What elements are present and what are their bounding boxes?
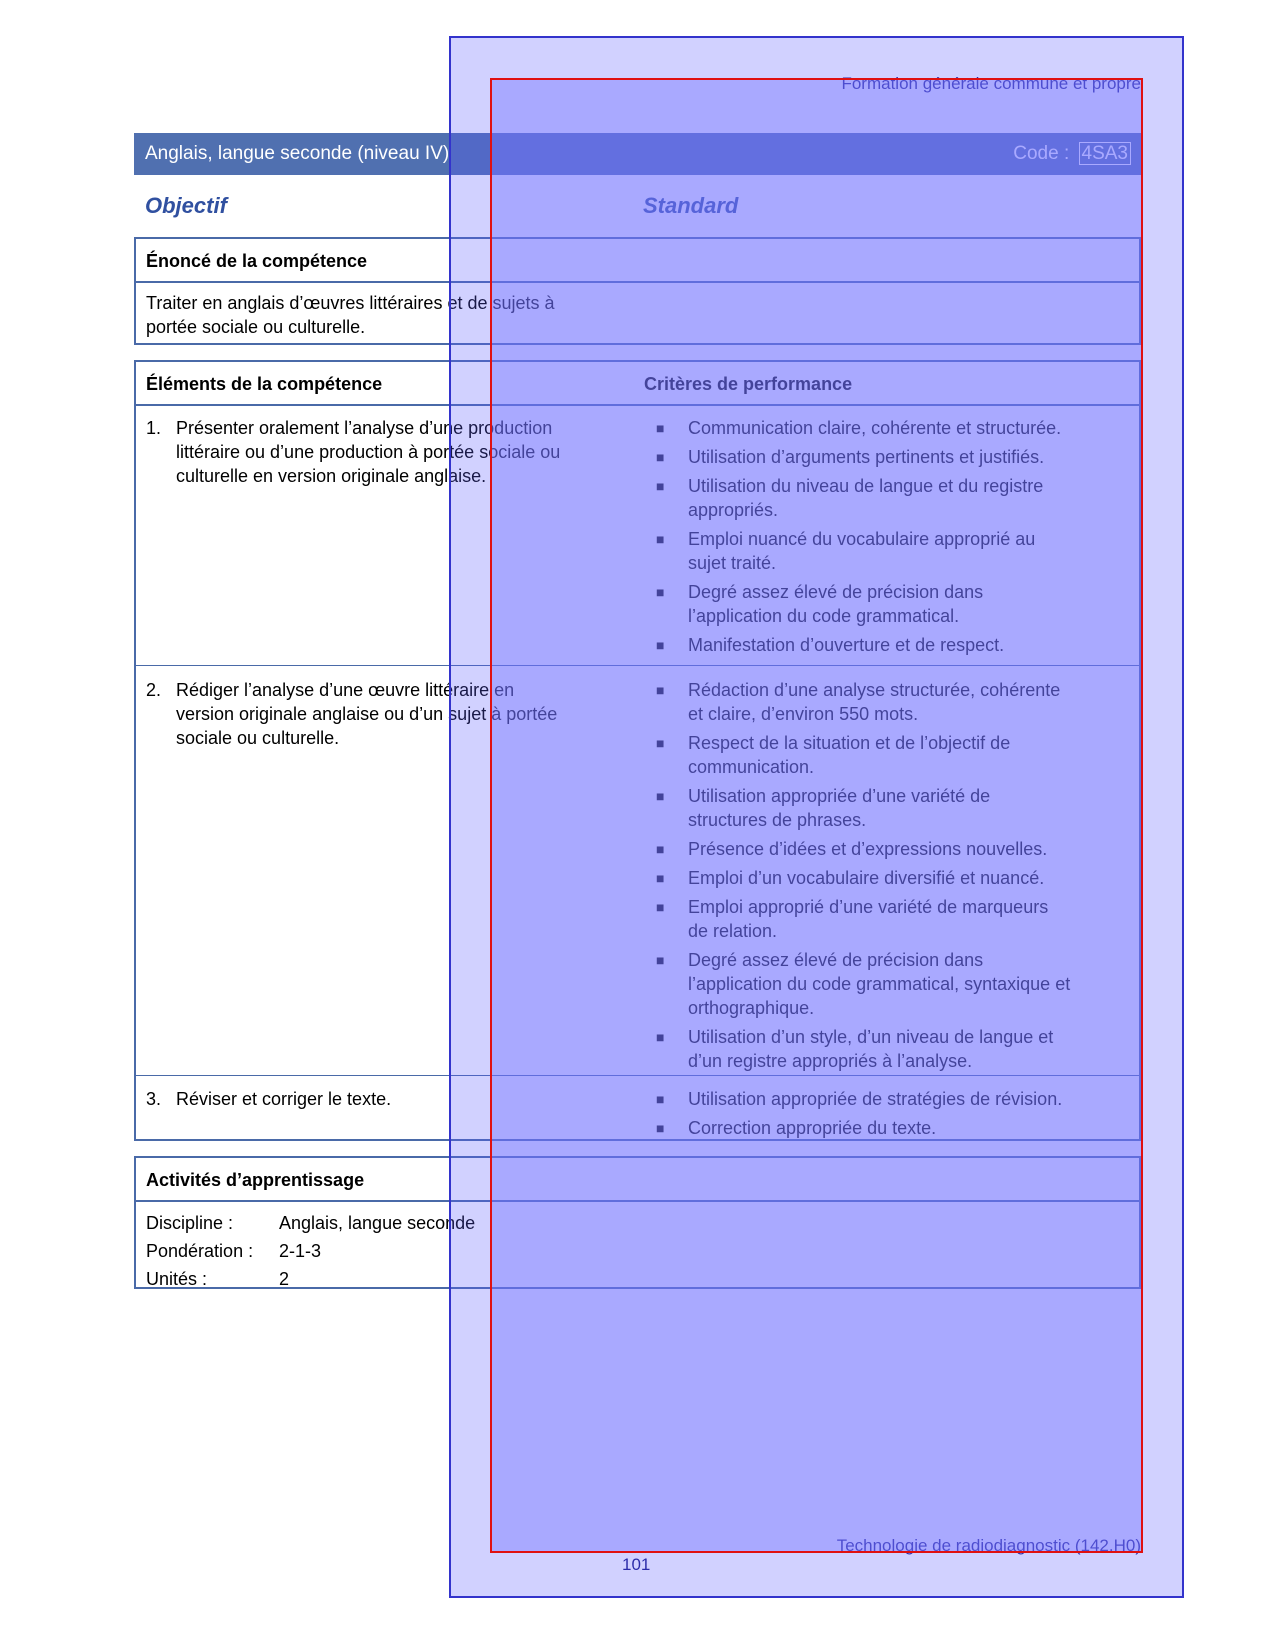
- bullet-icon: ■: [656, 420, 665, 436]
- element-number: 2.: [146, 680, 162, 700]
- bullet-icon: ■: [656, 1029, 665, 1045]
- criterion: ■ Emploi d’un vocabulaire diversifié et nuancé.: [656, 868, 1045, 888]
- element-line: Réviser et corriger le texte.: [176, 1089, 392, 1109]
- discipline-label: Discipline :: [146, 1213, 234, 1233]
- bullet-icon: ■: [656, 531, 665, 547]
- element-line: sociale ou culturelle.: [176, 728, 340, 748]
- criterion: ■ Utilisation appropriée de stratégies de révision.: [656, 1089, 1063, 1109]
- enonce-line: Traiter en anglais d’œuvres littéraires et de sujets à: [146, 293, 555, 313]
- bullet-icon: ■: [656, 637, 665, 653]
- criterion: ■ Respect de la situation et de l’objectif de communication.: [656, 733, 1011, 777]
- ponderation-value: 2-1-3: [279, 1241, 322, 1261]
- unites-label: Unités :: [146, 1269, 208, 1289]
- element-number: 3.: [146, 1089, 162, 1109]
- criterion: ■ Rédaction d’une analyse structurée, cohérente et claire, d’environ 550 mots.: [656, 680, 1061, 724]
- element-line: culturelle en version originale anglaise.: [176, 466, 487, 486]
- criterion: ■ Degré assez élevé de précision dans l’application du code grammatical.: [656, 582, 984, 626]
- program-header: Formation générale commune et propre: [841, 74, 1141, 93]
- course-title: Anglais, langue seconde (niveau IV): [145, 143, 450, 164]
- criterion: ■ Manifestation d’ouverture et de respect.: [656, 635, 1005, 655]
- element-line: version originale anglaise ou d’un sujet à portée: [176, 704, 558, 724]
- enonce-line: portée sociale ou culturelle.: [146, 317, 366, 337]
- footer-program: Technologie de radiodiagnostic (142.H0): [836, 1536, 1141, 1555]
- element-number: 1.: [146, 418, 162, 438]
- bullet-icon: ■: [656, 1091, 665, 1107]
- criterion: ■ Utilisation du niveau de langue et du registre appropriés.: [656, 476, 1044, 520]
- bullet-icon: ■: [656, 788, 665, 804]
- unites-value: 2: [279, 1269, 290, 1289]
- criterion: ■ Utilisation appropriée d’une variété de structures de phrases.: [656, 786, 991, 830]
- ponderation-label: Pondération :: [146, 1241, 254, 1261]
- page-number: 101: [622, 1555, 651, 1574]
- criterion: ■ Emploi approprié d’une variété de marqueurs de relation.: [656, 897, 1049, 941]
- unites-row: [146, 1269, 289, 1290]
- activites-heading: Activités d’apprentissage: [146, 1170, 365, 1190]
- code-label: Code :: [1013, 143, 1070, 164]
- code-value: 4SA3: [1079, 142, 1131, 165]
- standard-label: Standard: [643, 193, 739, 218]
- criteria-heading: Critères de performance: [644, 374, 853, 394]
- bullet-icon: ■: [656, 870, 665, 886]
- enonce-heading: Énoncé de la compétence: [146, 251, 368, 271]
- criterion: ■ Communication claire, cohérente et structurée.: [656, 418, 1062, 438]
- criterion: ■ Correction appropriée du texte.: [656, 1118, 937, 1138]
- bullet-icon: ■: [656, 1120, 665, 1136]
- bullet-icon: ■: [656, 682, 665, 698]
- element-line: littéraire ou d’une production à portée sociale ou: [176, 442, 561, 462]
- discipline-row: [146, 1213, 475, 1234]
- bullet-icon: ■: [656, 449, 665, 465]
- bullet-icon: ■: [656, 478, 665, 494]
- bullet-icon: ■: [656, 899, 665, 915]
- element-line: Présenter oralement l’analyse d’une production: [176, 418, 553, 438]
- highlight-overlay-inner: [490, 78, 1143, 1553]
- bullet-icon: ■: [656, 584, 665, 600]
- objectif-label: Objectif: [145, 193, 227, 218]
- bullet-icon: ■: [656, 841, 665, 857]
- ponderation-row: [146, 1241, 321, 1262]
- criterion: ■ Utilisation d’un style, d’un niveau de langue et d’un registre appropriés à l’analyse.: [656, 1027, 1054, 1071]
- discipline-value: Anglais, langue seconde: [279, 1213, 476, 1233]
- criterion: ■ Utilisation d’arguments pertinents et justifiés.: [656, 447, 1045, 467]
- criterion: ■ Présence d’idées et d’expressions nouvelles.: [656, 839, 1048, 859]
- bullet-icon: ■: [656, 735, 665, 751]
- element-line: Rédiger l’analyse d’une œuvre littéraire en: [176, 680, 515, 700]
- criterion: ■ Degré assez élevé de précision dans l’application du code grammatical, syntaxique et orthographique.: [656, 950, 1071, 1018]
- criterion: ■ Emploi nuancé du vocabulaire approprié au sujet traité.: [656, 529, 1036, 573]
- bullet-icon: ■: [656, 952, 665, 968]
- elements-heading: Éléments de la compétence: [146, 374, 383, 394]
